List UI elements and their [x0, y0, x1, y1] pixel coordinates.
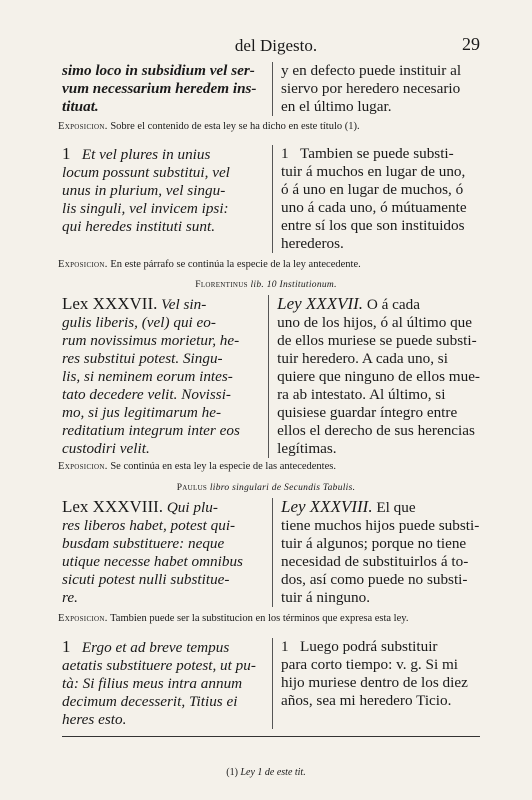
- text-line: rum novissimus morietur, he-: [62, 332, 240, 349]
- text-line: heres esto.: [62, 711, 127, 728]
- text-line: tuir á algunos; porque no tiene: [281, 535, 467, 552]
- author-name: Florentinus: [195, 280, 248, 290]
- text-line: tato decedere velit. Novissi-: [62, 386, 231, 403]
- latin-column: [62, 498, 273, 607]
- exposicion-label: Exposicion.: [58, 121, 108, 132]
- running-title: del Digesto.: [234, 36, 318, 55]
- text-line: tituat.: [62, 98, 99, 115]
- text-line: lis singuli, vel invicem ipsi:: [62, 200, 229, 217]
- parallel-block-4: [62, 498, 480, 607]
- spanish-column: [269, 295, 480, 458]
- parallel-block-5: [62, 638, 480, 729]
- text-line: tuir á muchos en lugar de uno,: [281, 163, 466, 180]
- text-line: tiene muchos hijos puede substi-: [281, 517, 480, 534]
- source-attribution-1: [0, 280, 532, 290]
- text-line: simo loco in subsidium vel ser-: [62, 62, 255, 79]
- text-line: decimum decesserit, Titius ei: [62, 693, 238, 710]
- text-line: Tambien se puede substi-: [299, 145, 454, 162]
- exposicion-text: Sobre el contenido de esta ley se ha dicho en este título (1).: [110, 121, 360, 132]
- text-line: herederos.: [281, 235, 344, 252]
- latin-column: [62, 638, 273, 729]
- footnote-text: Ley 1 de este tit.: [240, 767, 306, 778]
- text-line: ellos el derecho de sus herencias: [277, 422, 475, 439]
- footnote: [0, 767, 532, 778]
- text-line: lis, si neminem eorum intes-: [62, 368, 233, 385]
- exposicion-text: Tambien puede ser la substitucion en los términos que expresa esta ley.: [110, 613, 409, 624]
- text-line: tuir á ninguno.: [281, 589, 371, 606]
- text-line: entre sí los que son instituidos: [281, 217, 465, 234]
- text-line: aetatis substituere potest, ut pu-: [62, 657, 256, 674]
- parallel-block-2: [62, 145, 480, 253]
- text-line: reditatium integrum inter eos: [62, 422, 240, 439]
- text-line: locum possunt substitui, vel: [62, 164, 230, 181]
- text-line: utique necesse habet omnibus: [62, 553, 243, 570]
- footnote-mark: (1): [226, 767, 238, 778]
- law-heading-latin: Lex XXXVIII.: [62, 497, 164, 516]
- text-line: gulis liberis, (vel) qui eo-: [62, 314, 216, 331]
- spanish-column: [273, 498, 480, 607]
- exposicion-label: Exposicion.: [58, 259, 108, 270]
- text-line: Vel sin-: [161, 296, 207, 313]
- text-line: en el último lugar.: [281, 98, 392, 115]
- text-line: quiere que ninguno de ellos mue-: [277, 368, 480, 385]
- page-header: [60, 36, 492, 58]
- text-line: siervo por heredero necesario: [281, 80, 461, 97]
- source-attribution-2: [0, 483, 532, 493]
- source-work: libro singulari de Secundis Tabulis.: [209, 483, 356, 493]
- author-name: Paulus: [176, 483, 208, 493]
- paragraph-number: 1: [281, 638, 289, 655]
- law-heading-latin: Lex XXXVII.: [62, 294, 158, 313]
- text-line: uno á cada uno, ó mútuamente: [281, 199, 467, 216]
- text-line: legítimas.: [277, 440, 337, 457]
- exposicion-label: Exposicion.: [58, 613, 108, 624]
- text-line: unus in plurium, vel singu-: [62, 182, 226, 199]
- exposicion-text: Se continúa en esta ley la especie de las antecedentes.: [110, 461, 336, 472]
- text-line: para corto tiempo: v. g. Si mi: [281, 656, 459, 673]
- spanish-column: [273, 62, 480, 116]
- text-line: Ergo et ad breve tempus: [81, 639, 230, 656]
- text-line: El que: [376, 499, 416, 516]
- text-line: mo, si jus legitimarum he-: [62, 404, 222, 421]
- text-line: res substitui potest. Singu-: [62, 350, 223, 367]
- paragraph-number: 1: [62, 637, 71, 656]
- text-line: y en defecto puede instituir al: [281, 62, 462, 79]
- text-line: res liberos habet, potest qui-: [62, 517, 236, 534]
- text-line: custodiri velit.: [62, 440, 150, 457]
- exposicion-note-1: [58, 121, 498, 132]
- text-line: qui heredes instituti sunt.: [62, 218, 215, 235]
- text-line: tuir heredero. A cada uno, si: [277, 350, 448, 367]
- text-line: busdam substituere: neque: [62, 535, 225, 552]
- spanish-column: [273, 145, 480, 253]
- text-line: Et vel plures in unius: [81, 146, 211, 163]
- law-heading-spanish: Ley XXXVIII.: [281, 497, 373, 516]
- text-line: necesidad de substituirlos á to-: [281, 553, 469, 570]
- law-heading-spanish: Ley XXXVII.: [277, 294, 364, 313]
- text-line: dos, así como puede no substi-: [281, 571, 468, 588]
- parallel-block-3: [62, 295, 480, 458]
- latin-column: [62, 295, 269, 458]
- text-line: O á cada: [366, 296, 420, 313]
- text-line: quisiese guardar íntegro entre: [277, 404, 458, 421]
- exposicion-text: En este párrafo se continúa la especie de la ley antecedente.: [110, 259, 361, 270]
- latin-column: [62, 145, 273, 253]
- text-line: vum necessarium heredem ins-: [62, 80, 257, 97]
- text-line: años, sea mi heredero Ticio.: [281, 692, 452, 709]
- parallel-block-1: [62, 62, 480, 116]
- spanish-column: [273, 638, 480, 729]
- exposicion-note-2: [58, 259, 498, 270]
- text-line: tà: Si filius meus intra annum: [62, 675, 243, 692]
- text-line: ra ab intestato. Al último, si: [277, 386, 446, 403]
- exposicion-label: Exposicion.: [58, 461, 108, 472]
- latin-column: [62, 62, 273, 116]
- source-work: lib. 10 Institutionum.: [250, 280, 337, 290]
- text-line: de ellos muriese se puede substi-: [277, 332, 477, 349]
- text-line: uno de los hijos, ó al último que: [277, 314, 473, 331]
- text-line: re.: [62, 589, 78, 606]
- paragraph-number: 1: [62, 144, 71, 163]
- page-number: 29: [462, 34, 480, 54]
- text-line: Qui plu-: [166, 499, 218, 516]
- exposicion-note-4: [58, 613, 498, 624]
- text-line: hijo muriese dentro de los diez: [281, 674, 468, 691]
- text-line: ó á uno en lugar de muchos, ó: [281, 181, 464, 198]
- footnote-rule: [62, 736, 480, 737]
- exposicion-note-3: [58, 461, 498, 472]
- paragraph-number: 1: [281, 145, 289, 162]
- text-line: sicuti potest nulli substitue-: [62, 571, 230, 588]
- text-line: Luego podrá substituir: [299, 638, 438, 655]
